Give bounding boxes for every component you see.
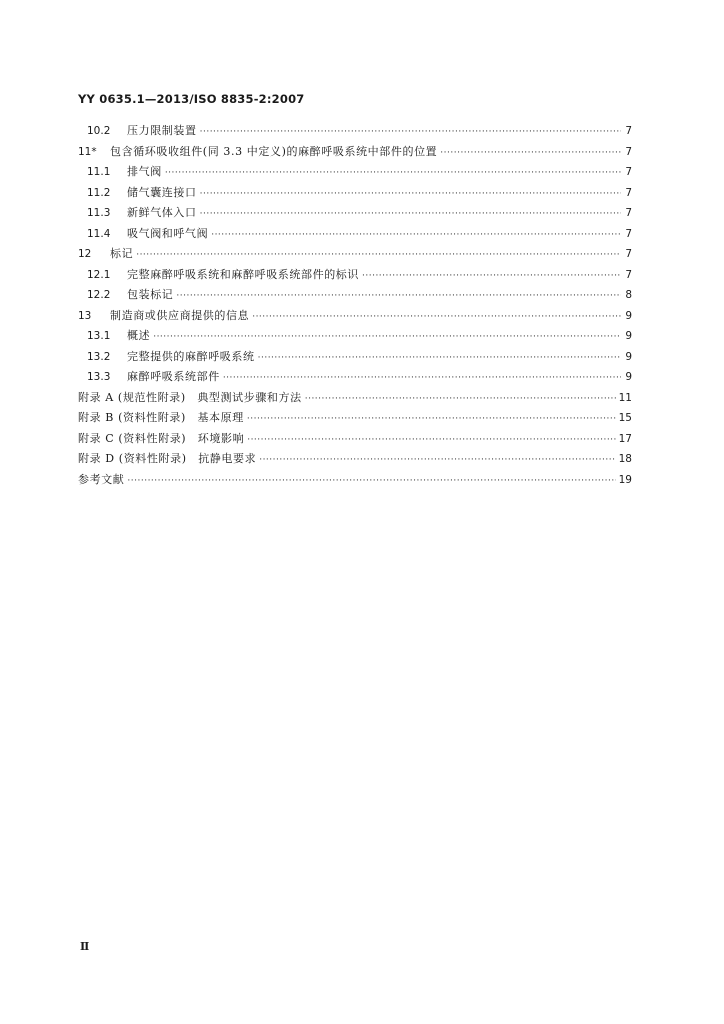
dot-leader bbox=[252, 307, 621, 328]
toc-entry-title: 储气囊连接口 bbox=[127, 185, 197, 199]
toc-entry-title: 附录 B (资料性附录) 基本原理 bbox=[78, 411, 244, 424]
dot-leader bbox=[247, 430, 615, 451]
toc-entry-12-2[interactable] bbox=[78, 285, 632, 306]
toc-entry-number: 11.3 bbox=[87, 207, 111, 219]
toc-entry-page: 7 bbox=[625, 145, 632, 158]
toc-entry-page: 11 bbox=[618, 391, 632, 404]
dot-leader bbox=[136, 245, 621, 266]
toc-entry-number: 10.2 bbox=[87, 125, 111, 137]
toc-entry-13-1[interactable] bbox=[78, 326, 632, 347]
toc-entry-number: 11.1 bbox=[87, 166, 111, 178]
toc-entry-page: 7 bbox=[625, 248, 632, 260]
toc-entry-page: 15 bbox=[618, 412, 632, 424]
toc-entry-page: 8 bbox=[625, 289, 632, 301]
dot-leader bbox=[200, 204, 621, 225]
toc-entry-annex-c[interactable] bbox=[78, 429, 632, 450]
table-of-contents bbox=[78, 121, 632, 490]
dot-leader bbox=[259, 450, 615, 471]
toc-entry-page: 18 bbox=[618, 453, 632, 465]
toc-entry-title: 吸气阀和呼气阀 bbox=[127, 226, 209, 240]
toc-entry-11-3[interactable] bbox=[78, 203, 632, 224]
dot-leader bbox=[247, 409, 616, 430]
toc-entry-number: 13.3 bbox=[87, 371, 111, 383]
dot-leader bbox=[176, 286, 621, 307]
dot-leader bbox=[153, 327, 621, 348]
toc-entry-number: 11* bbox=[78, 145, 97, 158]
toc-entry-title: 概述 bbox=[127, 329, 151, 342]
toc-entry-title: 参考文献 bbox=[78, 472, 125, 486]
toc-entry-title: 麻醉呼吸系统部件 bbox=[127, 370, 220, 383]
toc-entry-bibliography[interactable] bbox=[78, 470, 632, 491]
toc-entry-page: 9 bbox=[625, 371, 632, 383]
dot-leader bbox=[223, 368, 621, 389]
dot-leader bbox=[200, 122, 621, 143]
toc-entry-annex-d[interactable] bbox=[78, 449, 632, 470]
toc-entry-number: 13 bbox=[78, 309, 92, 322]
toc-entry-page: 7 bbox=[625, 186, 632, 199]
dot-leader bbox=[305, 389, 616, 410]
toc-entry-10-2[interactable] bbox=[78, 121, 632, 142]
dot-leader bbox=[200, 184, 621, 205]
toc-entry-title: 制造商或供应商提供的信息 bbox=[110, 308, 250, 322]
toc-entry-title: 包含循环吸收组件(同 3.3 中定义)的麻醉呼吸系统中部件的位置 bbox=[110, 144, 438, 158]
toc-entry-13-3[interactable] bbox=[78, 367, 632, 388]
toc-entry-page: 19 bbox=[618, 473, 632, 486]
toc-entry-page: 7 bbox=[625, 166, 632, 178]
toc-entry-page: 7 bbox=[625, 207, 632, 219]
toc-entry-title: 新鲜气体入口 bbox=[127, 206, 197, 219]
toc-entry-title: 完整麻醉呼吸系统和麻醉呼吸系统部件的标识 bbox=[127, 267, 359, 281]
toc-entry-annex-a[interactable] bbox=[78, 388, 632, 409]
toc-entry-number: 11.4 bbox=[87, 227, 111, 240]
page-number: Ⅱ bbox=[80, 940, 90, 953]
toc-entry-11-4[interactable] bbox=[78, 224, 632, 245]
toc-entry-title: 附录 A (规范性附录) 典型测试步骤和方法 bbox=[78, 390, 302, 404]
dot-leader bbox=[258, 348, 621, 369]
toc-entry-page: 9 bbox=[625, 309, 632, 322]
toc-entry-title: 标记 bbox=[110, 247, 134, 260]
dot-leader bbox=[440, 143, 621, 164]
toc-entry-number: 11.2 bbox=[87, 186, 111, 199]
toc-entry-13[interactable] bbox=[78, 306, 632, 327]
toc-entry-11[interactable] bbox=[78, 142, 632, 163]
dot-leader bbox=[362, 266, 621, 287]
toc-entry-page: 7 bbox=[625, 227, 632, 240]
toc-entry-title: 排气阀 bbox=[127, 165, 162, 178]
toc-entry-annex-b[interactable] bbox=[78, 408, 632, 429]
toc-entry-11-2[interactable] bbox=[78, 183, 632, 204]
toc-entry-page: 9 bbox=[625, 330, 632, 342]
toc-entry-title: 压力限制装置 bbox=[127, 124, 197, 137]
toc-entry-page: 17 bbox=[618, 432, 632, 445]
toc-entry-number: 12 bbox=[78, 248, 92, 260]
dot-leader bbox=[165, 163, 621, 184]
toc-entry-12-1[interactable] bbox=[78, 265, 632, 286]
toc-entry-13-2[interactable] bbox=[78, 347, 632, 368]
toc-entry-page: 7 bbox=[625, 268, 632, 281]
toc-entry-title: 附录 D (资料性附录) 抗静电要求 bbox=[78, 452, 257, 465]
toc-entry-number: 12.2 bbox=[87, 289, 111, 301]
toc-entry-11-1[interactable] bbox=[78, 162, 632, 183]
toc-entry-title: 附录 C (资料性附录) 环境影响 bbox=[78, 431, 245, 445]
toc-entry-number: 12.1 bbox=[87, 268, 111, 281]
dot-leader bbox=[127, 471, 615, 492]
toc-entry-page: 9 bbox=[625, 350, 632, 363]
document-standard-header: YY 0635.1—2013/ISO 8835-2:2007 bbox=[78, 92, 305, 106]
toc-entry-12[interactable] bbox=[78, 244, 632, 265]
toc-entry-number: 13.1 bbox=[87, 330, 111, 342]
toc-entry-number: 13.2 bbox=[87, 350, 111, 363]
toc-entry-page: 7 bbox=[625, 125, 632, 137]
dot-leader bbox=[211, 225, 621, 246]
toc-entry-title: 完整提供的麻醉呼吸系统 bbox=[127, 349, 255, 363]
toc-entry-title: 包装标记 bbox=[127, 288, 174, 301]
